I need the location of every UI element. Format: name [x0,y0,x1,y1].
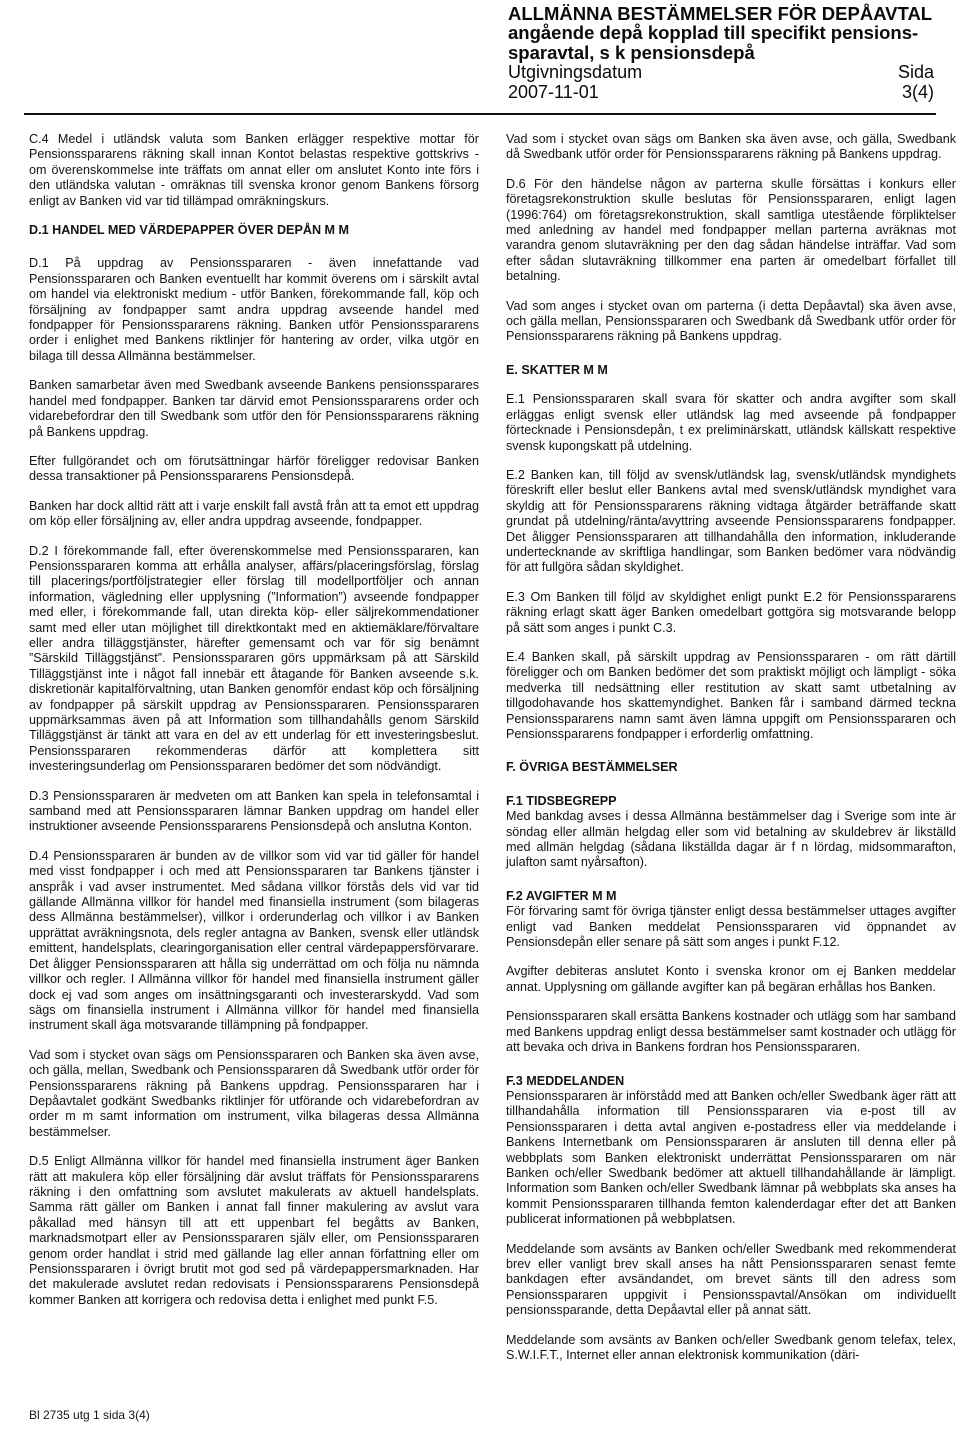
section-d4: D.4 Pensionsspararen är bunden av de villkor som vid var tid gäller för handel med visst fondpapper i och med att Pensionsspararen tar Bankens tjänster i anspråk i vad avser instrumentet. Med sådana villkor förstås dels vid var tid gällande Allmänna villkor för handel med finansiella instrument (som bilageras dess Allmänna bestämmelser), villkor i orderunderlag och villkor i av Banken upprättat avräkningsnota, dels regler antagna av Banken, svensk eller utländsk emittent, handelsplats, clearingorganisation eller central värdepappersförvarare. Det åligger Pensionsspararen att hålla sig underrättad om och följa nu nämnda villkor och regler. I Allmänna villkor för handel med finansiella instrument gäller dock ej vad som anges om insättningsgaranti och investerarskydd. Vad som sägs om finansiella instrument i Allmänna villkor för handel med finansiella instrument skall äga motsvarande tillämpning på fondpapper. [29,848,479,1033]
section-e3: E.3 Om Banken till följd av skyldighet enligt punkt E.2 för Pensionsspararens räkning erlagt skatt äger Banken omedelbart gottgöra sig motsvarande belopp på sätt som anges i punkt C.3. [506,589,956,635]
date-value: 2007-11-01 [508,82,599,102]
paragraph-mail-notice: Meddelande som avsänts av Banken och/eller Swedbank med rekommenderat brev eller vanligt brev skall anses ha nått Pensionsspararen senast femte bankdagen efter avsändandet, om brevet sänts till den adress som Pensionsspararen uppgivit i Pensionsspavtal/Ansökan om individuellt pensionssparande, detta Depåavtal eller på annat sätt. [506,1241,956,1318]
section-f2: För förvaring samt för övriga tjänster enligt dessa bestämmelser uttages avgifter enligt vad Banken meddelat Pensionsspararen vid öppnandet av Pensionsdepån eller senare på sätt som anges i punkt F.12. [506,904,956,950]
right-column [506,132,956,1363]
section-d6: D.6 För den händelse någon av parterna skulle försättas i konkurs eller företagsrekonstruktion skulle beslutas för Pensionsspararen, enligt lagen (1996:764) om företagsrekonstruktion, skall samtliga utestående förpliktelser med anledning av handel med fondpapper mellan parterna avräknas mot varandra genom slutavräkning per den dag sådan händelse inträffar. Vad som efter sådan slutavräkning tillkommer ena parten är omedelbart förfallet till betalning. [506,176,956,284]
paragraph-reporting: Efter fullgörandet och om förutsättningar härför föreligger redovisar Banken dessa transaktioner på Pensionsspararens Pensionsdepå. [29,453,479,484]
paragraph-refusal-right: Banken har dock alltid rätt att i varje enskilt fall avstå från att ta emot ett uppdrag om köp eller försäljning av, eller andra uppdrag avseende, fondpapper. [29,498,479,529]
section-d5: D.5 Enligt Allmänna villkor för handel med finansiella instrument äger Banken rätt att makulera köp eller försäljning där avslut träffats för Pensionsspararens räkning i den omfattning som avslutet makulerats av aktuell handelsplats. Samma rätt gäller om Banken i annat fall finner makulering av avslut vara påkallad med hänsyn till att ett uppenbart fel begåtts av Banken, marknadsmotpart eller av Pensionsspararen själv eller, om Pensionsspararen genom order handlat i strid med gällande lag eller annan författning eller om Pensionsspararen i övrigt brutit mot god sed på värdepappersmarknaden. Har det makulerade avslutet redan redovisats i Pensionsspararens Pensionsdepå kommer Banken att korrigera och redovisa detta i enlighet med punkt F.5. [29,1154,479,1307]
header-values-row [508,82,934,102]
header-divider [24,113,936,115]
heading-f3: F.3 MEDDELANDEN [506,1073,625,1088]
paragraph-swedbank-cooperation: Banken samarbetar även med Swedbank avseende Bankens pensionssparares handel med fondpapper. Banken tar därvid emot Pensionsspararens order och vidarebefordrar den till Swedbank som utför den för Pensionsspararens räkning på Bankens uppdrag. [29,378,479,439]
section-f1: Med bankdag avses i dessa Allmänna bestämmelser dag i Sverige som inte är söndag eller allmän helgdag eller som vid betalning av skuldebrev är likställd med allmän helgdag (sådana likställda dagar är f n lördag, midsommarafton, julafton samt nyårsafton). [506,809,956,870]
left-column [29,132,479,1308]
page-header [508,4,934,102]
section-d1: D.1 På uppdrag av Pensionsspararen - även innefattande vad Pensionsspararen och Banken eventuellt har kommit överens om i särskilt avtal om handel via elektroniskt medium - utför Banken, förekommande fall, köp och försäljning av fondpapper samt andra uppdrag avseende handel med fondpapper för Pensionsspararens räkning. Banken utför Pensionsspararens order i enlighet med Bankens riktlinjer för hantering av order, vilka utgör en bilaga till dessa Allmänna bestämmelser. [29,256,479,363]
section-d3: D.3 Pensionsspararen är medveten om att Banken kan spela in telefonsamtal i samband med att Pensionsspararen lämnar Banken uppdrag om handel eller instruktioner avseende Pensionsspararens Pensionsdepå och anslutna Konton. [29,788,479,834]
section-c4: C.4 Medel i utländsk valuta som Banken erlägger respektive mottar för Pensionsspararens räkning skall innan Kontot belastas respektive gottskrivs - om överenskommelse inte träffats om annat eller om anslutet Konto inte förs i den utländska valutan - omräknas till svenska kronor genom Bankens försorg enligt av Banken vid var tid tillämpad omräkningskurs. [29,132,479,208]
paragraph-swedbank-scope: Vad som i stycket ovan sägs om Banken ska även avse, och gälla, Swedbank då Swedbank utför order för Pensionsspararens räkning på Bankens uppdrag. [506,132,956,162]
section-e2: E.2 Banken kan, till följd av svensk/utländsk lag, svensk/utländsk myndighets föreskrift eller beslut eller Bankens avtal med svensk/utländsk myndighet vara skyldig att för Pensionsspararens räkning vidtaga åtgärder beträffande skatt grundat på utdelning/ränta/avyttring avseende Pensionsspararens fondpapper. Det åligger Pensionsspararen att tillhandahålla den information, inkluderande undertecknande av skriftliga handlingar, som Banken bedömer vara nödvändig för att fullgöra sådan skyldighet. [506,467,956,575]
section-f3: Pensionsspararen är införstådd med att Banken och/eller Swedbank äger rätt att tillhandahålla information till Pensionsspararen via e-post till av Pensionsspararen i detta avtal angiven e-postadress eller via meddelande i Bankens Internetbank om Pensionsspararen är ansluten till denna eller på webbplats som Banken elektroniskt underrättat Pensionsspararen om när Banken och/eller Swedbank bedömer att aktuell tillhandahållande är lämpligt. Information som Banken och/eller Swedbank lämnar på webbplats ska anses ha kommit Pensionsspararen tillhanda femton kalenderdagar efter det att Banken publicerat informationen på webbplatsen. [506,1088,956,1227]
paragraph-d4-swedbank: Vad som i stycket ovan sägs om Pensionsspararen och Banken ska även avse, och gälla, mellan, Swedbank och Pensionsspararen då Swedbank utför order för Pensionsspararens räkning på Bankens uppdrag. Pensionsspararen har i Depåavtalet godkänt Swedbanks riktlinjer för utförande och vidarebefordran av order m m samt information om instrument, vilka bilageras dessa Allmänna bestämmelser. [29,1047,479,1139]
document-subtitle-line2: sparavtal, s k pensionsdepå [508,41,755,63]
section-e1: E.1 Pensionsspararen skall svara för skatter och andra avgifter som skall erläggas enligt svensk eller utländsk lag med avseende på fondpapper förtecknade i Pensionsdepån, t ex preliminärskatt, utländsk källskatt respektive svensk kupongskatt på utdelning. [506,392,956,453]
paragraph-electronic-notice: Meddelande som avsänts av Banken och/eller Swedbank genom telefax, telex, S.W.I.F.T., Internet eller annan elektronisk kommunikation (däri- [506,1332,956,1362]
paragraph-costs: Pensionsspararen skall ersätta Bankens kostnader och utlägg som har samband med Bankens uppdrag enligt dessa bestämmelser samt kostnader och utlägg för att bevaka och driva in Bankens fordran hos Pensionsspararen. [506,1009,956,1055]
paragraph-fees-debit: Avgifter debiteras anslutet Konto i svenska kronor om ej Banken meddelar annat. Upplysning om gällande avgifter kan på begäran erhållas hos Banken. [506,964,956,994]
heading-f2: F.2 AVGIFTER M M [506,888,617,903]
heading-d1: D.1 HANDEL MED VÄRDEPAPPER ÖVER DEPÅN M M [29,223,350,238]
section-e4: E.4 Banken skall, på särskilt uppdrag av Pensionsspararen - om rätt därtill föreligger och om Banken bedömer det som praktiskt möjligt och lämpligt - söka medverka till nedsättning eller restitution av skatt samt utbetalning av tillgodohavande hos skattemyndighet. Banken får i samband därmed teckna Pensionsspararens namn samt även lämna uppgift om Pensionsspararen och Pensionsspararens fondpapper i erforderlig omfattning. [506,649,956,741]
section-d2: D.2 I förekommande fall, efter överenskommelse med Pensionsspararen, kan Pensionsspararen komma att erhålla analyser, affärs/placeringsförslag, förslag till placerings/portföljstrategier eller förslag till modellportföljer och annan information, vägledning eller upplysning (”Information”) avseende fondpapper med eller, i förekommande fall, utan direkta köp- eller säljrekommendationer samt med eller utan möjlighet till direktkontakt med en aktiemäklare/förvaltare eller andra tilläggstjänster, härefter gemensamt och var för sig benämnt ”Särskild Tilläggstjänst”. Pensionsspararen görs uppmärksam på att Särskild Tilläggstjänst inte i något fall innebär ett åtagande för Banken avseende s.k. diskretionär kapitalförvaltning, utan Banken genomför endast köp och försäljning av fondpapper på särskilt uppdrag av Pensionsspararen. Pensionsspararen uppmärksammas även på att Information som tillhandahålls genom Särskild Tilläggstjänst är tänkt att vara en del av ett underlag för ett investeringsbeslut. Pensionsspararen rekommenderas därför att komplettera sitt investeringsunderlag om Pensionsspararen bedömer det som nödvändigt. [29,543,479,774]
document-subtitle-line1: angående depå kopplad till specifikt pensions- [508,22,919,43]
page-value: 3(4) [901,82,934,102]
paragraph-d6-swedbank: Vad som anges i stycket ovan om parterna (i detta Depåavtal) ska även avse, och gälla mellan, Pensionsspararen och Swedbank då Swedbank utför order för Pensionsspararens räkning på Bankens uppdrag. [506,298,956,344]
header-labels-row [508,62,934,82]
heading-f1: F.1 TIDSBEGREPP [506,793,617,808]
document-title: ALLMÄNNA BESTÄMMELSER FÖR DEPÅAVTAL [508,3,933,24]
date-label: Utgivningsdatum [508,62,643,82]
page-footer: Bl 2735 utg 1 sida 3(4) [29,1408,150,1422]
heading-f: F. ÖVRIGA BESTÄMMELSER [506,760,678,775]
heading-e: E. SKATTER M M [506,362,608,377]
page-label: Sida [897,62,934,82]
